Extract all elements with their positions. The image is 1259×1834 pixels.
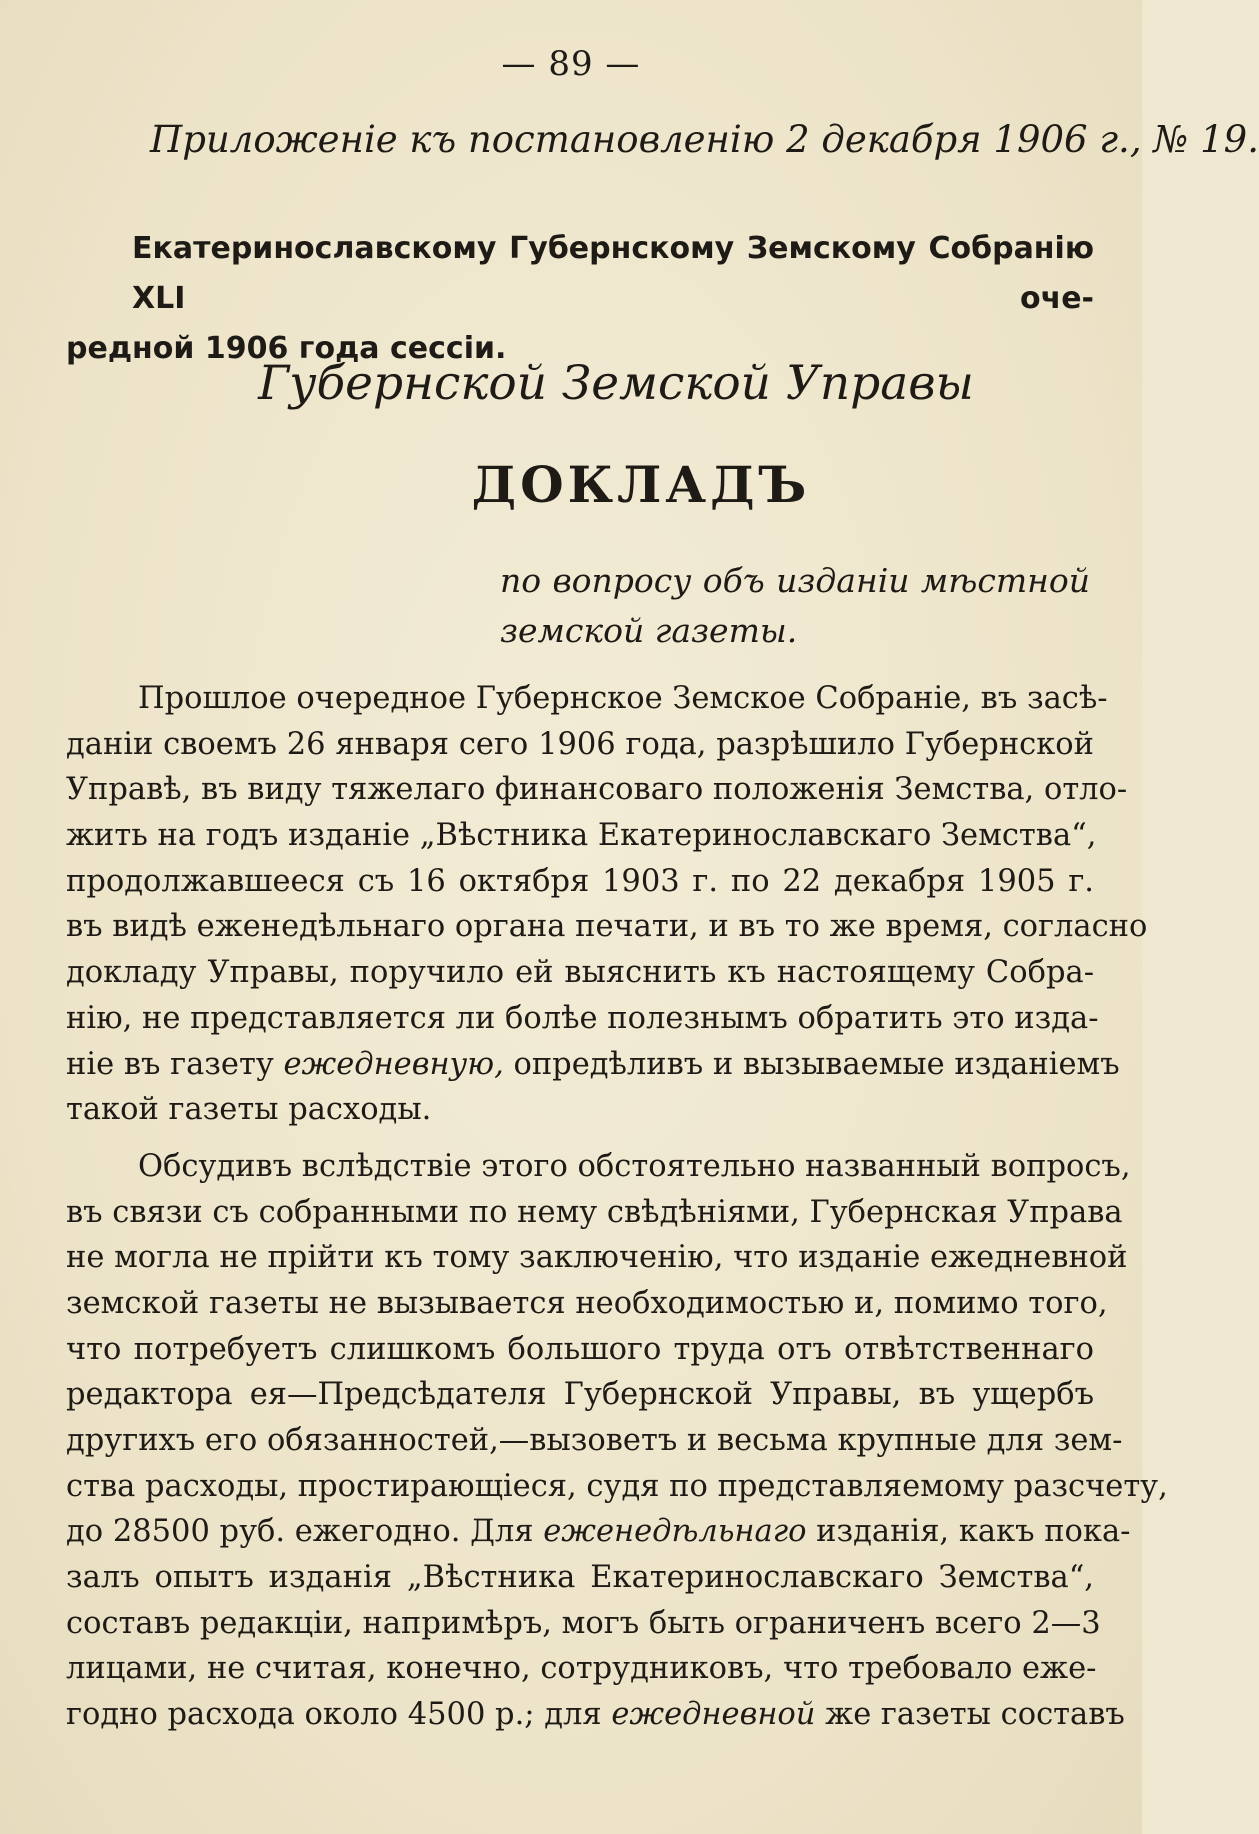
report-subtitle [500,556,1090,656]
emphasis-text: ежедневной [611,1697,816,1733]
text-line: Прошлое очередное Губернское Земское Собраніе, въ засѣ- [138,681,1108,716]
text-segment: опредѣливъ и вызываемые изданіемъ [503,1046,1120,1082]
page-number: — 89 — [501,44,641,84]
emphasis-text: ежедневную, [283,1046,504,1082]
text-line: другихъ его обязанностей,—вызоветъ и весьма крупные для зем- [66,1423,1123,1458]
text-line: даніи своемъ 26 января сего 1906 года, разрѣшило Губернской [66,726,1094,762]
text-line: докладу Управы, поручило ей выяснить къ настоящему Собра- [66,955,1094,991]
subtitle-line-1: по вопросу объ изданіи мѣстной [500,561,1090,600]
address-heading [66,224,1094,374]
text-line [66,1042,1120,1088]
report-title: ДОКЛАДЪ [471,455,811,514]
text-segment: изданія, какъ пока- [806,1514,1131,1550]
address-line-2: редной 1906 года сессіи. [66,331,507,366]
subtitle-line-2: земской газеты. [500,611,798,650]
text-line: ства расходы, простирающіеся, судя по представляемому разсчету, [66,1468,1168,1504]
text-line: жить на годъ изданіе „Вѣстника Екатеринославскаго Земства“, [66,818,1097,854]
text-line [66,1692,1125,1738]
body-text [66,676,1168,1738]
emphasis-text: еженедѣльнаго [543,1514,807,1550]
text-line [66,1509,1131,1555]
text-line: такой газеты расходы. [66,1092,432,1128]
text-segment: ніе въ газету [66,1046,284,1082]
board-title: Губернской Земской Управы [258,356,974,411]
text-line: редактора ея—Предсѣдателя Губернской Управы, въ ущербъ [66,1377,1094,1413]
text-line: въ видѣ еженедѣльнаго органа печати, и въ то же время, согласно [66,909,1148,945]
text-segment: годно расхода около 4500 р.; для [66,1697,612,1733]
text-line: залъ опытъ изданія „Вѣстника Екатеринославскаго Земства“, [66,1560,1094,1596]
appendix-line: Приложеніе къ постановленію 2 декабря 1906 г., № 19. [150,118,1259,161]
text-line: что потребуетъ слишкомъ большого труда отъ отвѣтственнаго [66,1331,1094,1367]
text-line: не могла не прійти къ тому заключенію, что изданіе ежедневной [66,1240,1128,1276]
text-line: составъ редакціи, напримѣръ, могъ быть ограниченъ всего 2—3 [66,1605,1101,1641]
text-line: лицами, не считая, конечно, сотрудниковъ, что требовало еже- [66,1651,1097,1687]
text-line: Управѣ, въ виду тяжелаго финансоваго положенія Земства, отло- [66,772,1128,808]
text-line: продолжавшееся съ 16 октября 1903 г. по 22 декабря 1905 г. [66,863,1094,899]
text-line: нію, не представляется ли болѣе полезнымъ обратить это изда- [66,1000,1099,1036]
text-line: земской газеты не вызывается необходимостью и, помимо того, [66,1285,1108,1321]
text-segment: же газеты составъ [815,1697,1125,1733]
text-line: Обсудивъ вслѣдствіе этого обстоятельно названный вопросъ, [138,1148,1131,1184]
text-line: въ связи съ собранными по нему свѣдѣніями, Губернская Управа [66,1194,1123,1230]
text-segment: до 28500 руб. ежегодно. Для [66,1514,544,1550]
address-line-1: Екатеринославскому Губернскому Земскому Собранію XLI оче- [132,231,1094,316]
